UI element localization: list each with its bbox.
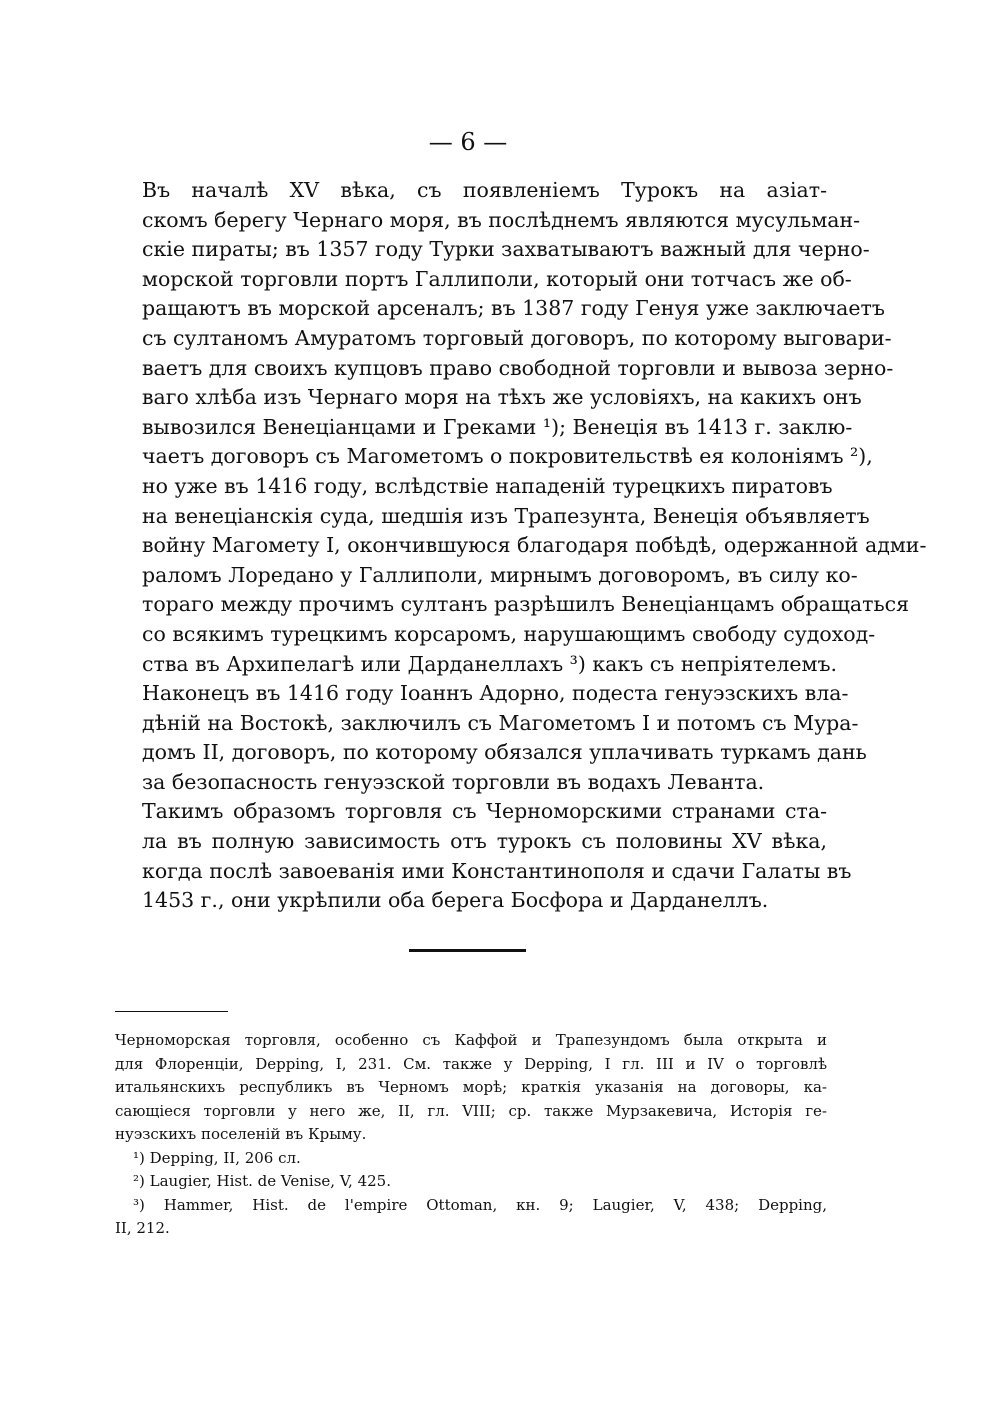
footnote-line: ²) Laugier, Hist. de Venise, V, 425. — [133, 1172, 391, 1190]
text-line: 1453 г., они укрѣпили оба берега Босфора и Дарданеллъ. — [142, 888, 769, 913]
text-line: скіе пираты; въ 1357 году Турки захватываютъ важный для черно- — [142, 237, 870, 262]
footnote-line: Черноморская торговля, особенно съ Каффой и Трапезундомъ была открыта и — [115, 1031, 827, 1049]
footnote-3 — [115, 1194, 827, 1241]
footnote-intro — [115, 1029, 827, 1147]
footnote-line: для Флоренціи, Depping, I, 231. См. также у Depping, I гл. III и IV о торговлѣ — [115, 1054, 827, 1073]
main-text — [115, 176, 927, 916]
text-line: раломъ Лоредано у Галлиполи, мирнымъ договоромъ, въ силу ко- — [142, 562, 858, 587]
footnote-1 — [115, 1147, 827, 1171]
footnote-line: сающіеся торговли у него же, II, гл. VIII; ср. также Мурзакевича, Исторія ге- — [115, 1101, 827, 1120]
paragraph-2 — [115, 797, 852, 915]
text-line: морской торговли портъ Галлиполи, который они тотчасъ же об- — [142, 266, 852, 291]
text-line: чаетъ договоръ съ Магометомъ о покровительствѣ ея колоніямъ ²), — [142, 444, 873, 469]
footnotes — [115, 1029, 827, 1241]
text-line: съ султаномъ Амуратомъ торговый договоръ, по которому выговари- — [142, 325, 892, 350]
footnote-line: ¹) Depping, II, 206 сл. — [133, 1148, 301, 1167]
text-line: ла въ полную зависимость отъ турокъ съ половины XV вѣка, — [142, 829, 827, 854]
text-line: со всякимъ турецкимъ корсаромъ, нарушающимъ свободу судоход- — [142, 621, 876, 646]
text-line: Наконецъ въ 1416 году Іоаннъ Адорно, подеста генуэзскихъ вла- — [142, 681, 849, 706]
text-line: на венеціанскія суда, шедшія изъ Трапезунта, Венеція объявляетъ — [142, 503, 870, 528]
text-line: но уже въ 1416 году, вслѣдствіе нападеній турецкихъ пиратовъ — [142, 473, 833, 498]
footnote-line: II, 212. — [115, 1219, 170, 1237]
text-line: ваго хлѣба изъ Чернаго моря на тѣхъ же условіяхъ, на какихъ онъ — [142, 385, 862, 410]
text-line: ства въ Архипелагѣ или Дарданеллахъ ³) какъ съ непріятелемъ. — [142, 651, 838, 676]
footnote-line: итальянскихъ республикъ въ Черномъ морѣ; краткія указанія на договоры, ка- — [115, 1078, 827, 1096]
text-line: за безопасность генуэзской торговли въ водахъ Леванта. — [142, 769, 765, 794]
text-line: дѣній на Востокѣ, заключилъ съ Магометомъ I и потомъ съ Мура- — [142, 710, 859, 735]
paragraph-1 — [115, 176, 927, 797]
text-line: ращаютъ въ морской арсеналъ; въ 1387 году Генуя уже заключаетъ — [142, 296, 885, 321]
text-line: вывозился Венеціанцами и Греками ¹); Венеція въ 1413 г. заклю- — [142, 414, 853, 439]
text-line: Такимъ образомъ торговля съ Черноморскими странами ста- — [142, 799, 827, 824]
text-line: Въ началѣ XV вѣка, съ появленіемъ Турокъ на азіат- — [142, 178, 827, 202]
footnote-line: нуэзскихъ поселеній въ Крыму. — [115, 1125, 367, 1143]
text-line: войну Магомету I, окончившуюся благодаря побѣдѣ, одержанной адми- — [142, 533, 927, 558]
text-line: скомъ берегу Чернаго моря, въ послѣднемъ являются мусульман- — [142, 207, 861, 232]
text-line: когда послѣ завоеванія ими Константинополя и сдачи Галаты въ — [142, 858, 852, 883]
page-number: — 6 — — [428, 128, 508, 156]
footnote-line: ³) Hammer, Hist. de l'empire Ottoman, кн. 9; Laugier, V, 438; Depping, — [133, 1195, 827, 1214]
footnote-rule — [115, 1011, 228, 1012]
text-line: тораго между прочимъ султанъ разрѣшилъ Венеціанцамъ обращаться — [142, 592, 910, 617]
footnote-2 — [115, 1170, 827, 1194]
text-line: ваетъ для своихъ купцовъ право свободной торговли и вывоза зерно- — [142, 355, 894, 380]
section-separator — [409, 949, 526, 952]
text-line: домъ II, договоръ, по которому обязался уплачивать туркамъ дань — [142, 740, 867, 765]
